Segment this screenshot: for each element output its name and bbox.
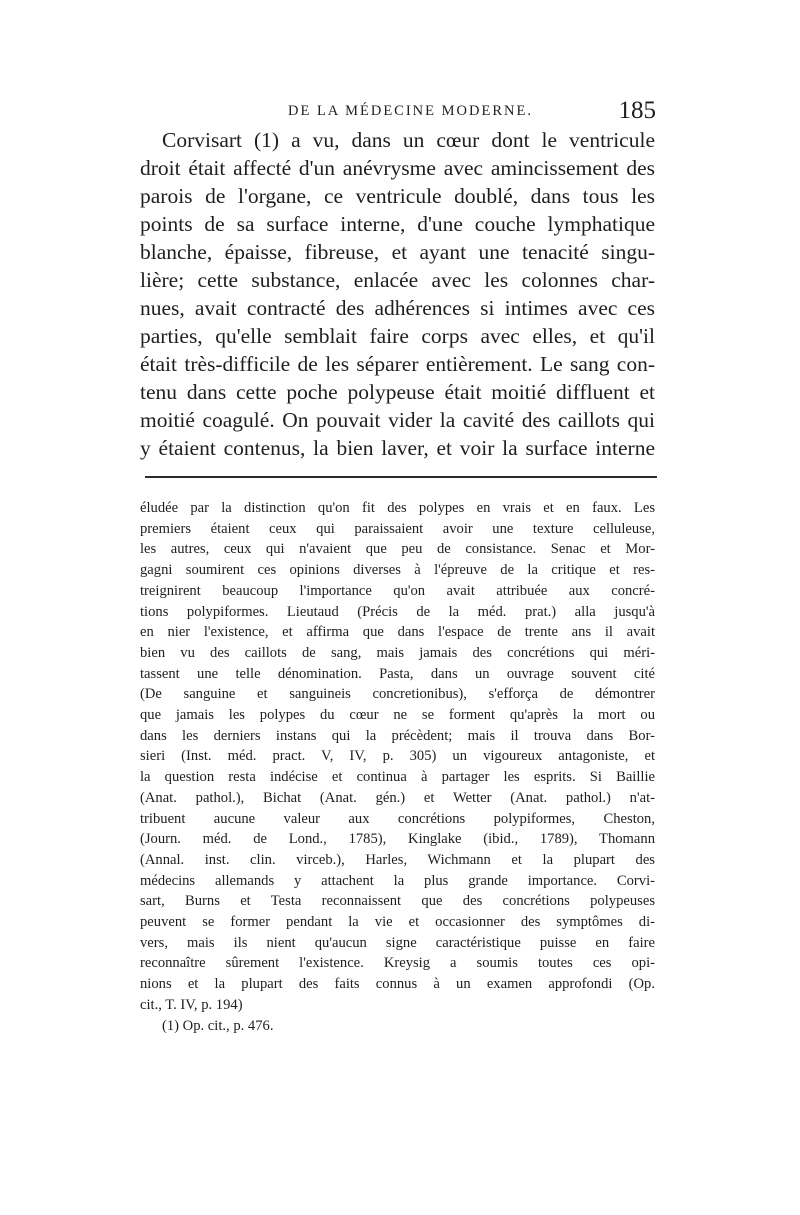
footnote-line: la question resta indécise et continua à partager les esprits. Si Baillie xyxy=(140,769,655,786)
text-line: points de sa surface interne, d'une couche lymphatique xyxy=(140,212,655,236)
footnote-line: sieri (Inst. méd. pract. V, IV, p. 305) un vigoureux antagoniste, et xyxy=(140,748,655,765)
footnote-line: éludée par la distinction qu'on fit des polypes en vrais et en faux. Les xyxy=(140,500,655,516)
footnote-separator-rule xyxy=(145,476,657,478)
footnote-line: dans les derniers instans qui la précèdent; mais il trouva dans Bor- xyxy=(140,727,655,744)
footnote-line: (Journ. méd. de Lond., 1785), Kinglake (ibid., 1789), Thomann xyxy=(140,831,655,848)
footnote-line: (Annal. inst. clin. virceb.), Harles, Wichmann et la plupart des xyxy=(140,851,655,868)
footnote-line: nions et la plupart des faits connus à un examen approfondi (Op. xyxy=(140,976,655,993)
text-line: lière; cette substance, enlacée avec les colonnes char- xyxy=(140,268,655,292)
footnote-line: tions polypiformes. Lieutaud (Précis de la méd. prat.) alla jusqu'à xyxy=(140,603,655,620)
footnote-block xyxy=(140,498,655,1036)
footnote-reference-1: (1) Op. cit., p. 476. xyxy=(162,1017,274,1034)
running-head: DE LA MÉDECINE MODERNE. xyxy=(288,103,533,119)
text-line: parois de l'organe, ce ventricule doublé, dans tous les xyxy=(140,184,655,208)
text-line: parties, qu'elle semblait faire corps avec elles, et qu'il xyxy=(140,324,655,348)
footnote-line: les autres, ceux qui n'avaient que peu de consistance. Senac et Mor- xyxy=(140,541,655,558)
page-header xyxy=(140,97,660,125)
footnote-line: sart, Burns et Testa reconnaissent que des concrétions polypeuses xyxy=(140,893,655,910)
footnote-line: (Anat. pathol.), Bichat (Anat. gén.) et Wetter (Anat. pathol.) n'at- xyxy=(140,789,655,806)
footnote-line: premiers étaient ceux qui paraissaient avoir une texture celluleuse, xyxy=(140,520,655,537)
text-line: Corvisart (1) a vu, dans un cœur dont le ventricule xyxy=(162,128,655,152)
text-line: droit était affecté d'un anévrysme avec amincissement des xyxy=(140,156,655,180)
footnote-line: treignirent beaucoup l'importance qu'on avait attribuée aux concré- xyxy=(140,582,655,599)
footnote-line: en nier l'existence, et affirma que dans l'espace de trente ans il avait xyxy=(140,624,655,641)
footnote-line: vers, mais ils nient qu'aucun signe caractéristique puisse en faire xyxy=(140,934,655,951)
footnote-line: bien vu des caillots de sang, mais jamais des concrétions qui méri- xyxy=(140,644,655,661)
footnote-line: reconnaître sûrement l'existence. Kreysig a soumis toutes ces opi- xyxy=(140,955,655,972)
footnote-line: gagni soumirent ces opinions diverses à l'épreuve de la critique et res- xyxy=(140,562,655,579)
text-line: nues, avait contracté des adhérences si intimes avec ces xyxy=(140,296,655,320)
footnote-line: que jamais les polypes du cœur ne se forment qu'après la mort ou xyxy=(140,707,655,724)
text-line: moitié coagulé. On pouvait vider la cavité des caillots qui xyxy=(140,408,655,432)
footnote-line: cit., T. IV, p. 194) xyxy=(140,996,243,1013)
footnote-line: tribuent aucune valeur aux concrétions polypiformes, Cheston, xyxy=(140,810,655,827)
text-line: y étaient contenus, la bien laver, et voir la surface interne xyxy=(140,436,655,460)
page-number: 185 xyxy=(618,97,656,124)
footnote-line: (De sanguine et sanguineis concretionibus), s'efforça de démontrer xyxy=(140,686,655,703)
footnote-line: tassent une telle dénomination. Pasta, dans un ouvrage souvent cité xyxy=(140,665,655,682)
footnote-line: médecins allemands y attachent la plus grande importance. Corvi- xyxy=(140,872,655,889)
text-line: tenu dans cette poche polypeuse était moitié diffluent et xyxy=(140,380,655,404)
text-line: blanche, épaisse, fibreuse, et ayant une tenacité singu- xyxy=(140,240,655,264)
footnote-line: peuvent se former pendant la vie et occasionner des symptômes di- xyxy=(140,914,655,931)
main-paragraph xyxy=(140,126,655,462)
text-line: était très-difficile de les séparer entièrement. Le sang con- xyxy=(140,352,655,376)
